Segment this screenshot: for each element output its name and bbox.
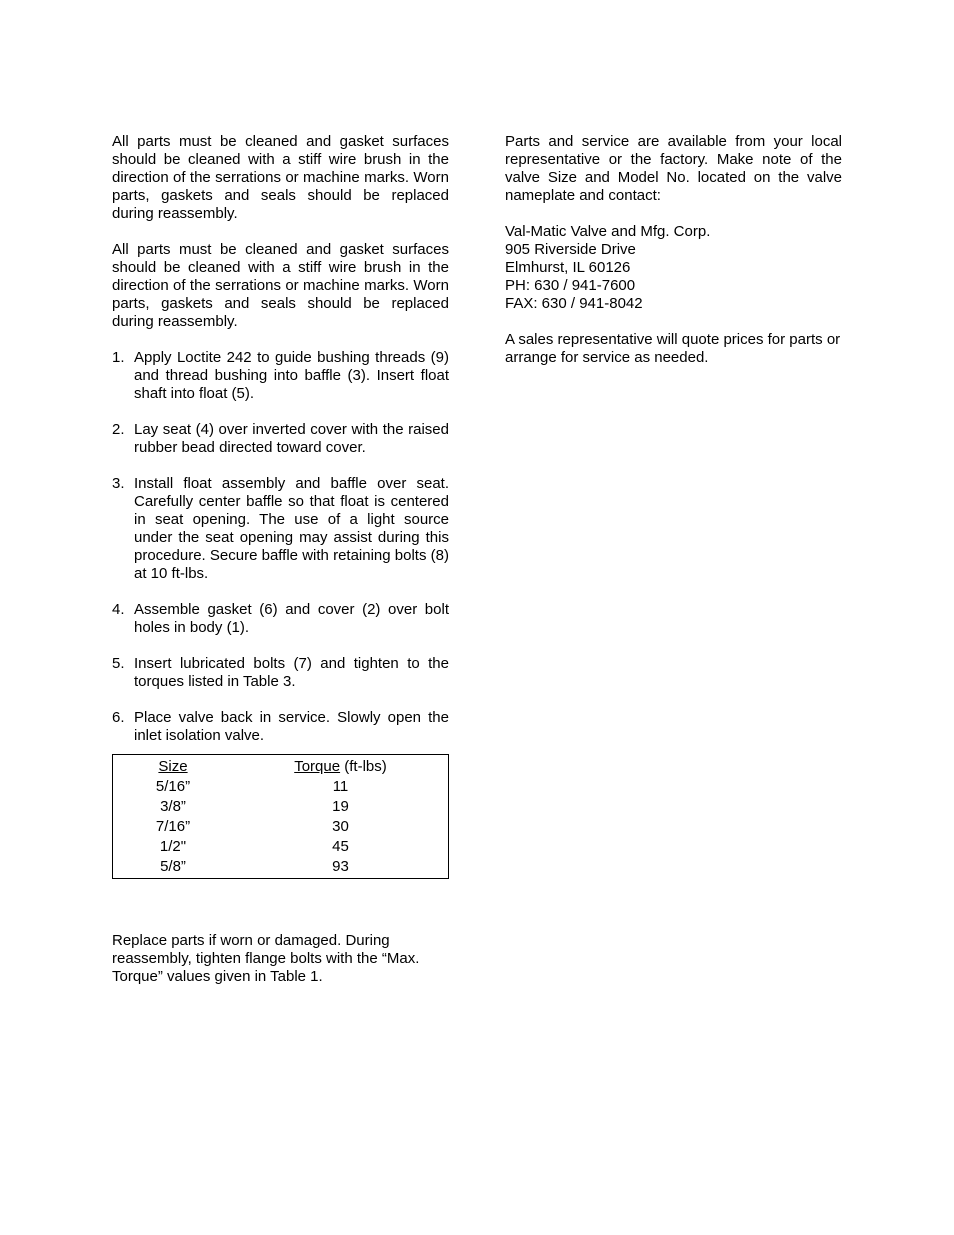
replace-parts-paragraph: Replace parts if worn or damaged. During reassembly, tighten flange bolts with the “Max. Torque” values given in Table 1. (112, 932, 420, 985)
company-address (505, 223, 842, 313)
header-size: Size (158, 758, 188, 775)
city-state-zip: Elmhurst, IL 60126 (505, 259, 631, 276)
right-column (505, 133, 842, 367)
table-row: 5/8” 93 (160, 858, 349, 875)
sales-rep-paragraph: A sales representative will quote prices for parts or arrange for service as needed. (505, 331, 841, 366)
table-row: 3/8” 19 (160, 798, 349, 815)
company-name: Val-Matic Valve and Mfg. Corp. (505, 223, 711, 240)
header-torque: Torque (ft-lbs) (294, 758, 387, 775)
cleaning-paragraph-2: All parts must be cleaned and gasket surfaces should be cleaned with a stiff wire brush in the direction of the serrations or machine marks. Worn parts, gaskets and seals should be replaced during reassembly. (112, 241, 449, 330)
step-5: 5. Insert lubricated bolts (7) and tighten to the torques listed in Table 3. (112, 655, 449, 690)
table-row: 5/16” 11 (155, 778, 349, 795)
step-3: 3. Install float assembly and baffle over seat. Carefully center baffle so that float is centered in seat opening. The use of a light source under the seat opening may assist during this procedure. Secure baffle with retaining bolts (8) at 10 ft-lbs. (112, 475, 449, 582)
table-header-row (113, 757, 448, 777)
street-address: 905 Riverside Drive (505, 241, 636, 258)
reassembly-steps (112, 349, 449, 745)
step-4: 4. Assemble gasket (6) and cover (2) over bolt holes in body (1). (112, 601, 449, 636)
step-6: 6. Place valve back in service. Slowly open the inlet isolation valve. (112, 709, 449, 744)
cleaning-paragraph-1: All parts must be cleaned and gasket surfaces should be cleaned with a stiff wire brush in the direction of the serrations or machine marks. Worn parts, gaskets and seals should be replaced during reassembly. (112, 133, 449, 222)
parts-service-paragraph: Parts and service are available from your local representative or the factory. Make note of the valve Size and Model No. located on the valve nameplate and contact: (505, 133, 842, 204)
phone-number: PH: 630 / 941-7600 (505, 277, 636, 294)
left-column (112, 133, 449, 986)
table-row: 7/16” 30 (155, 818, 349, 835)
step-1: 1. Apply Loctite 242 to guide bushing threads (9) and thread bushing into baffle (3). Insert float shaft into float (5). (112, 349, 449, 402)
torque-table (112, 754, 449, 879)
table-row: 1/2" 45 (159, 838, 349, 855)
fax-number: FAX: 630 / 941-8042 (505, 295, 643, 312)
step-2: 2. Lay seat (4) over inverted cover with the raised rubber bead directed toward cover. (112, 421, 449, 456)
